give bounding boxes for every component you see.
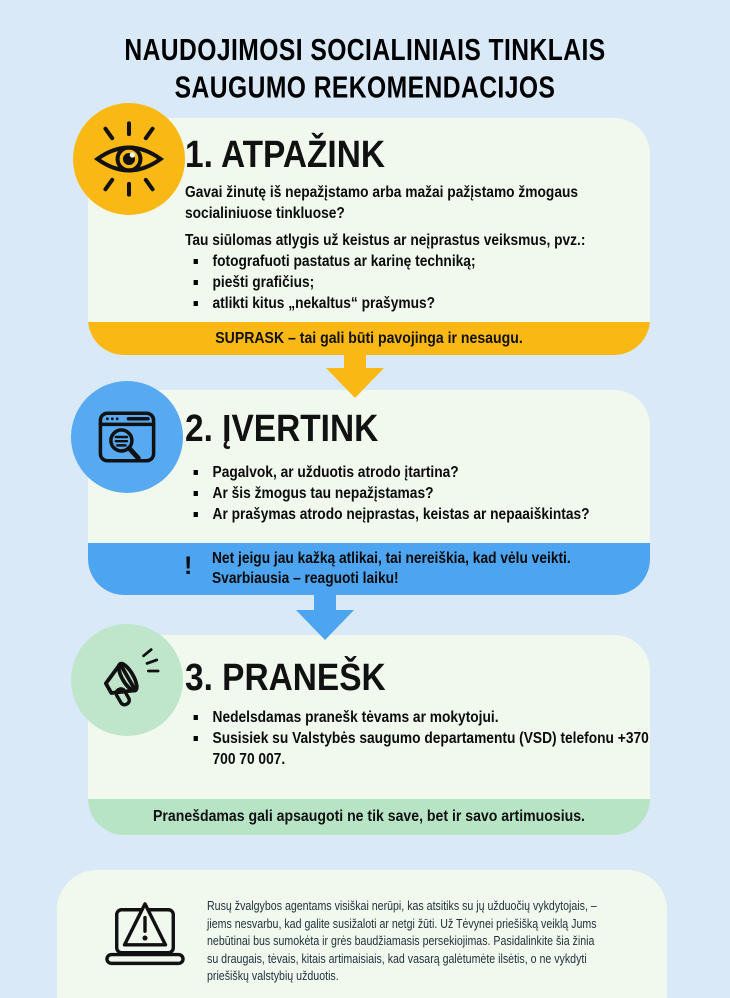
browser-search-icon <box>92 402 162 472</box>
section2-bullet-list <box>185 462 649 525</box>
footer-note <box>57 870 667 998</box>
list-item: Ar prašymas atrodo neįprastas, keistas ar nepaaiškintas? <box>185 504 649 525</box>
banner-pranesk <box>88 799 650 835</box>
banner-warning-text <box>212 549 642 589</box>
banner-warning-line1: Net jeigu jau kažką atlikai, tai nereiškia, kad vėlu veikti. <box>212 550 571 567</box>
list-item: Nedelsdamas pranešk tėvams ar mokytojui. <box>185 707 649 728</box>
section1-intro: Gavai žinutę iš nepažįstamo arba mažai pažįstamo žmogaus socialiniuose tinkluose? <box>185 184 579 222</box>
step2-icon-circle <box>71 381 183 493</box>
section2-heading: 2. ĮVERTINK <box>185 408 379 450</box>
list-item: piešti grafičius; <box>185 272 649 293</box>
section1-bullet-list <box>185 251 649 314</box>
footer-paragraph: Rusų žvalgybos agentams visiškai nerūpi, kas atsitiks su jų užduočių vykdytojais, – jiems nesvarbu, kad galite susižaloti ar netgi žūti. Už Tėvynei priešišką veiklą Jums nebūtinai bus sumokėta ir grės baudžiamasis persekiojimas. Pasidalinkite šia žinia su draugais, tėvais, kitais artimaisiais, kad vasarą galėtumėte ilsėtis, o ne vykdyti priešiškų valstybių užduotis. <box>207 899 597 983</box>
arrow-down-icon <box>296 592 354 640</box>
list-item: fotografuoti pastatus ar karinę techniką; <box>185 251 649 272</box>
step3-icon-circle <box>71 624 183 736</box>
section1-heading: 1. ATPAŽINK <box>185 134 386 176</box>
list-item: Ar šis žmogus tau nepažįstamas? <box>185 483 649 504</box>
section3-bullet-list <box>185 707 649 770</box>
exclamation-mark: ! <box>184 552 193 580</box>
list-item: Pagalvok, ar užduotis atrodo įtartina? <box>185 462 649 483</box>
page-title-line2: SAUGUMO REKOMENDACIJOS <box>174 69 556 104</box>
page-title <box>44 31 686 106</box>
section3-heading: 3. PRANEŠK <box>185 657 386 699</box>
megaphone-icon <box>89 642 165 718</box>
laptop-warning-icon <box>99 900 191 978</box>
banner-warning-line2: Svarbiausia – reaguoti laiku! <box>212 570 399 587</box>
list-item: Susisiek su Valstybės saugumo departamentu (VSD) telefonu +370 700 70 007. <box>185 728 649 770</box>
step1-icon-circle <box>73 103 185 215</box>
eye-icon <box>92 120 166 198</box>
banner-warning <box>88 543 650 595</box>
page-title-line1: NAUDOJIMOSI SOCIALINIAIS TINKLAIS <box>124 32 606 67</box>
section1-list-intro: Tau siūlomas atlygis už keistus ar neįprastus veiksmus, pvz.: <box>185 232 586 249</box>
banner-suprask-text: SUPRASK – tai gali būti pavojinga ir nesaugu. <box>215 330 523 347</box>
arrow-down-icon <box>326 350 384 398</box>
list-item: atlikti kitus „nekaltus“ prašymus? <box>185 293 649 314</box>
banner-pranesk-text: Pranešdamas gali apsaugoti ne tik save, bet ir savo artimuosius. <box>153 808 585 825</box>
